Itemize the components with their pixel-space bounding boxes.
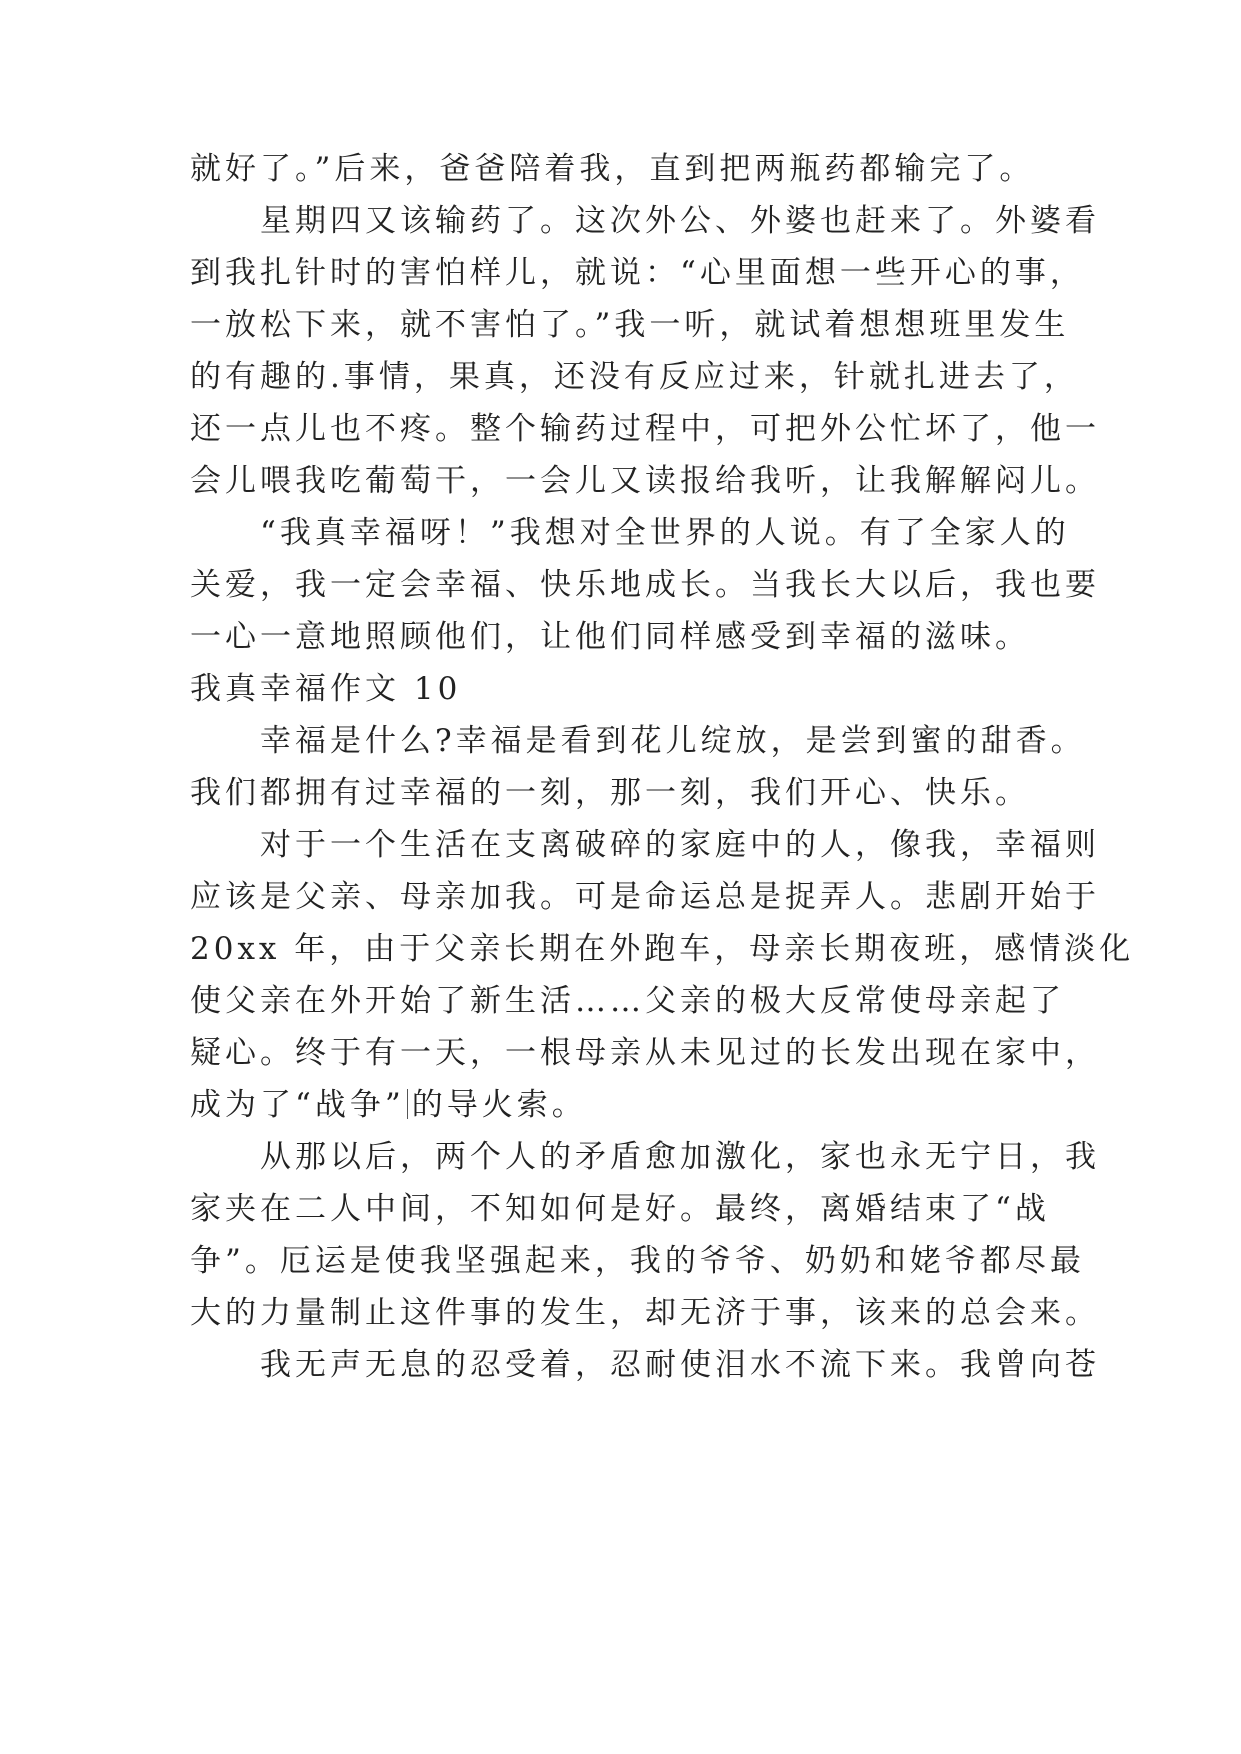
paragraph-line: 幸福是什么?幸福是看到花儿绽放，是尝到蜜的甜香。 bbox=[260, 723, 1086, 759]
paragraph-line: 家夹在二人中间，不知如何是好。最终，离婚结束了“战 bbox=[190, 1191, 1050, 1227]
paragraph-line: 疑心。终于有一天，一根母亲从未见过的长发出现在家中， bbox=[190, 1035, 1100, 1071]
line-text-after-cursor: 的导火索。 bbox=[411, 1087, 587, 1123]
paragraph-line: 对于一个生活在支离破碎的家庭中的人，像我，幸福则 bbox=[260, 827, 1100, 863]
paragraph-line: 的有趣的.事情，果真，还没有反应过来，针就扎进去了， bbox=[190, 359, 1079, 395]
paragraph-line: 我无声无息的忍受着，忍耐使泪水不流下来。我曾向苍 bbox=[260, 1347, 1100, 1383]
paragraph-line: 一放松下来，就不害怕了。”我一听，就试着想想班里发生 bbox=[190, 307, 1070, 343]
paragraph-line: 我们都拥有过幸福的一刻，那一刻，我们开心、快乐。 bbox=[190, 775, 1030, 811]
paragraph-line: 20xx 年，由于父亲长期在外跑车，母亲长期夜班，感情淡化 bbox=[190, 931, 1135, 967]
paragraph-line: 星期四又该输药了。这次外公、外婆也赶来了。外婆看 bbox=[260, 203, 1100, 239]
text-cursor bbox=[407, 1089, 408, 1119]
paragraph-line: “我真幸福呀！”我想对全世界的人说。有了全家人的 bbox=[260, 515, 1070, 551]
paragraph-line: 一心一意地照顾他们，让他们同样感受到幸福的滋味。 bbox=[190, 619, 1030, 655]
section-heading: 我真幸福作文 10 bbox=[190, 671, 462, 707]
paragraph-line: 还一点儿也不疼。整个输药过程中，可把外公忙坏了，他一 bbox=[190, 411, 1100, 447]
paragraph-line: 大的力量制止这件事的发生，却无济于事，该来的总会来。 bbox=[190, 1295, 1100, 1331]
paragraph-line bbox=[190, 1085, 587, 1125]
paragraph-line: 到我扎针时的害怕样儿，就说：“心里面想一些开心的事， bbox=[190, 255, 1085, 291]
paragraph-line: 关爱，我一定会幸福、快乐地成长。当我长大以后，我也要 bbox=[190, 567, 1100, 603]
paragraph-line: 争”。厄运是使我坚强起来，我的爷爷、奶奶和姥爷都尽最 bbox=[190, 1243, 1085, 1279]
paragraph-line: 使父亲在外开始了新生活……父亲的极大反常使母亲起了 bbox=[190, 983, 1065, 1019]
paragraph-line: 从那以后，两个人的矛盾愈加激化，家也永无宁日，我 bbox=[260, 1139, 1100, 1175]
paragraph-line: 应该是父亲、母亲加我。可是命运总是捉弄人。悲剧开始于 bbox=[190, 879, 1100, 915]
line-text-before-cursor: 成为了“战争” bbox=[190, 1087, 405, 1123]
paragraph-line: 就好了。”后来，爸爸陪着我，直到把两瓶药都输完了。 bbox=[190, 151, 1035, 187]
paragraph-line: 会儿喂我吃葡萄干，一会儿又读报给我听，让我解解闷儿。 bbox=[190, 463, 1100, 499]
